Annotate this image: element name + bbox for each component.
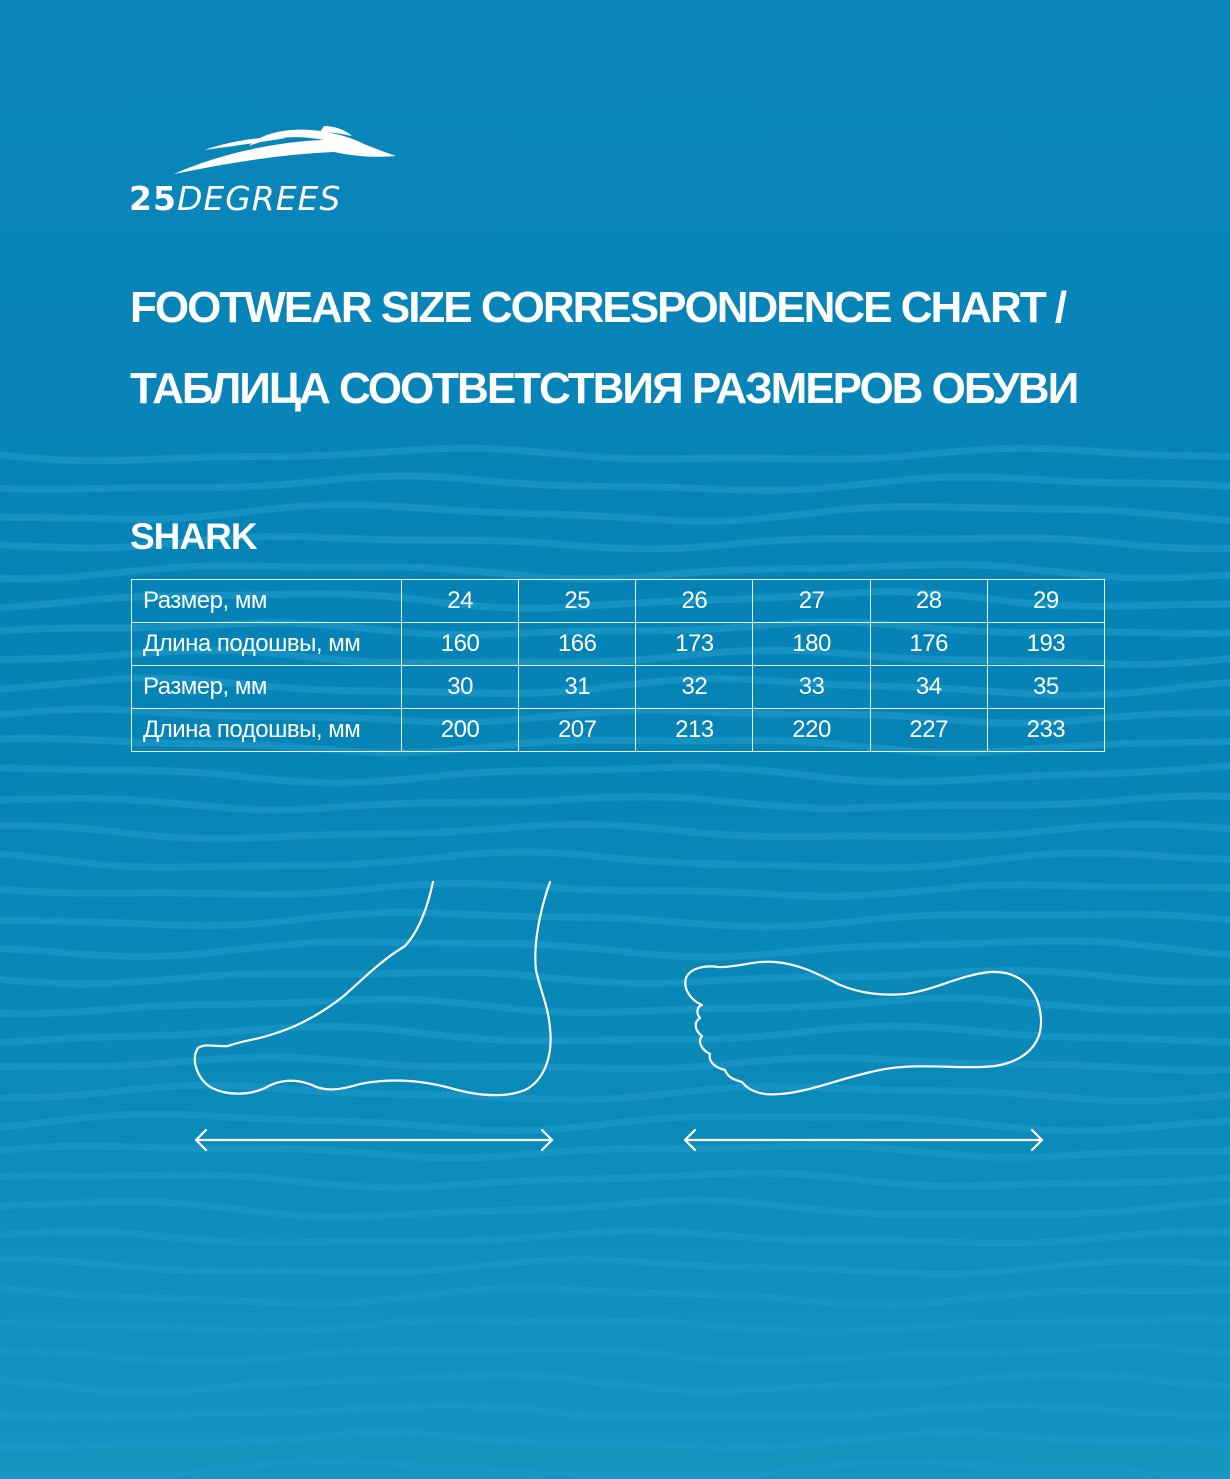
table-cell: 173 [636,623,753,666]
table-cell: 33 [753,666,870,709]
product-name: SHARK [130,516,257,557]
title-line-english: FOOTWEAR SIZE CORRESPONDENCE CHART / [130,283,1066,332]
table-cell: 28 [870,580,987,623]
table-cell: 35 [987,666,1104,709]
table-cell: 34 [870,666,987,709]
title-line-russian: ТАБЛИЦА СООТВЕТСТВИЯ РАЗМЕРОВ ОБУВИ [130,364,1078,413]
double-arrow-icon [685,1130,1042,1150]
table-cell: 233 [987,709,1104,752]
double-arrow-icon [196,1130,552,1150]
table-cell: 227 [870,709,987,752]
table-cell: 207 [519,709,636,752]
table-cell: 166 [519,623,636,666]
table-cell: 180 [753,623,870,666]
table-cell: 160 [402,623,519,666]
table-cell: 26 [636,580,753,623]
table-cell: 193 [987,623,1104,666]
row-label: Длина подошвы, мм [132,709,402,752]
table-cell: 220 [753,709,870,752]
table-cell: 29 [987,580,1104,623]
table-cell: 24 [402,580,519,623]
table-cell: 30 [402,666,519,709]
logo-number: 25 [129,179,177,218]
row-label: Размер, мм [132,666,402,709]
table-cell: 32 [636,666,753,709]
foot-side-outline-icon [195,882,551,1095]
table-cell: 31 [519,666,636,709]
table-cell: 200 [402,709,519,752]
row-label: Размер, мм [132,580,402,623]
table-cell: 27 [753,580,870,623]
row-label: Длина подошвы, мм [132,623,402,666]
table-cell: 25 [519,580,636,623]
foot-sole-outline-icon [685,962,1041,1095]
table-cell: 213 [636,709,753,752]
table-cell: 176 [870,623,987,666]
logo-word: DEGREES [176,179,342,218]
